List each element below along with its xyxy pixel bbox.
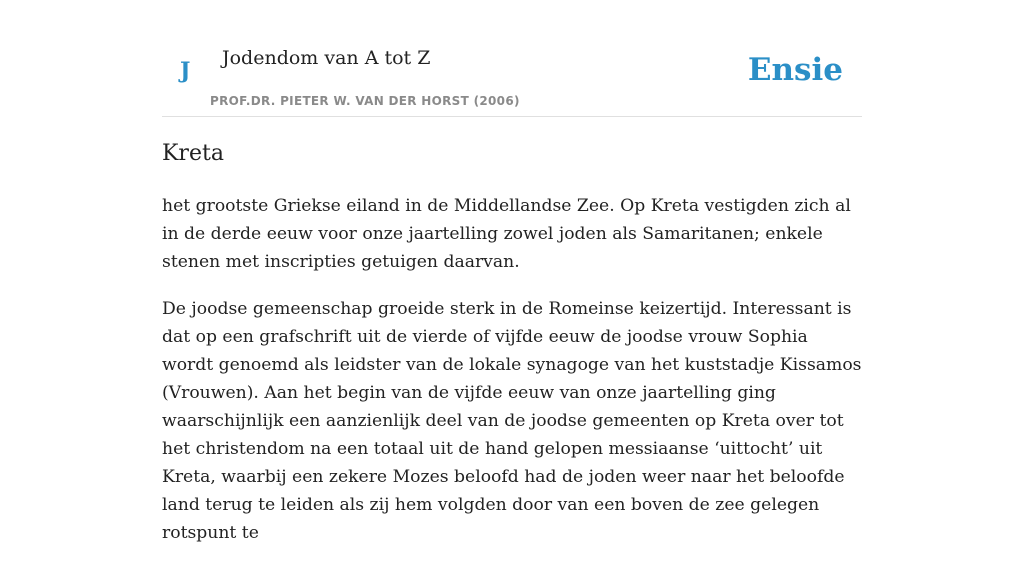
book-logo-icon[interactable]: J [180,58,191,84]
entry-title: Kreta [162,141,224,166]
book-title[interactable]: Jodendom van A tot Z [222,47,431,69]
brand-logo[interactable]: Ensie [747,52,843,88]
entry-paragraph: het grootste Griekse eiland in de Middellandse Zee. Op Kreta vestigden zich al in de derde eeuw voor onze jaartelling zowel joden als Samaritanen; enkele stenen met inscripties getuigen daarvan. [162,196,851,272]
entry-body [162,192,862,566]
book-header [162,0,862,117]
book-author: PROF.DR. PIETER W. VAN DER HORST (2006) [210,94,520,108]
entry-paragraph: De joodse gemeenschap groeide sterk in de Romeinse keizertijd. Interessant is dat op een grafschrift uit de vierde of vijfde eeuw de joodse vrouw Sophia wordt genoemd als leidster van de lokale synagoge van het kuststadje Kissamos (Vrouwen). Aan het begin van de vijfde eeuw van onze jaartelling ging waarschijnlijk een aanzienlijk deel van de joodse gemeenten op Kreta over tot het christendom na een totaal uit de hand gelopen messiaanse ‘uittocht’ uit Kreta, waarbij een zekere Mozes beloofd had de joden weer naar het beloofde land terug te leiden als zij hem volgden door van een boven de zee gelegen rotspunt te [162,299,862,543]
